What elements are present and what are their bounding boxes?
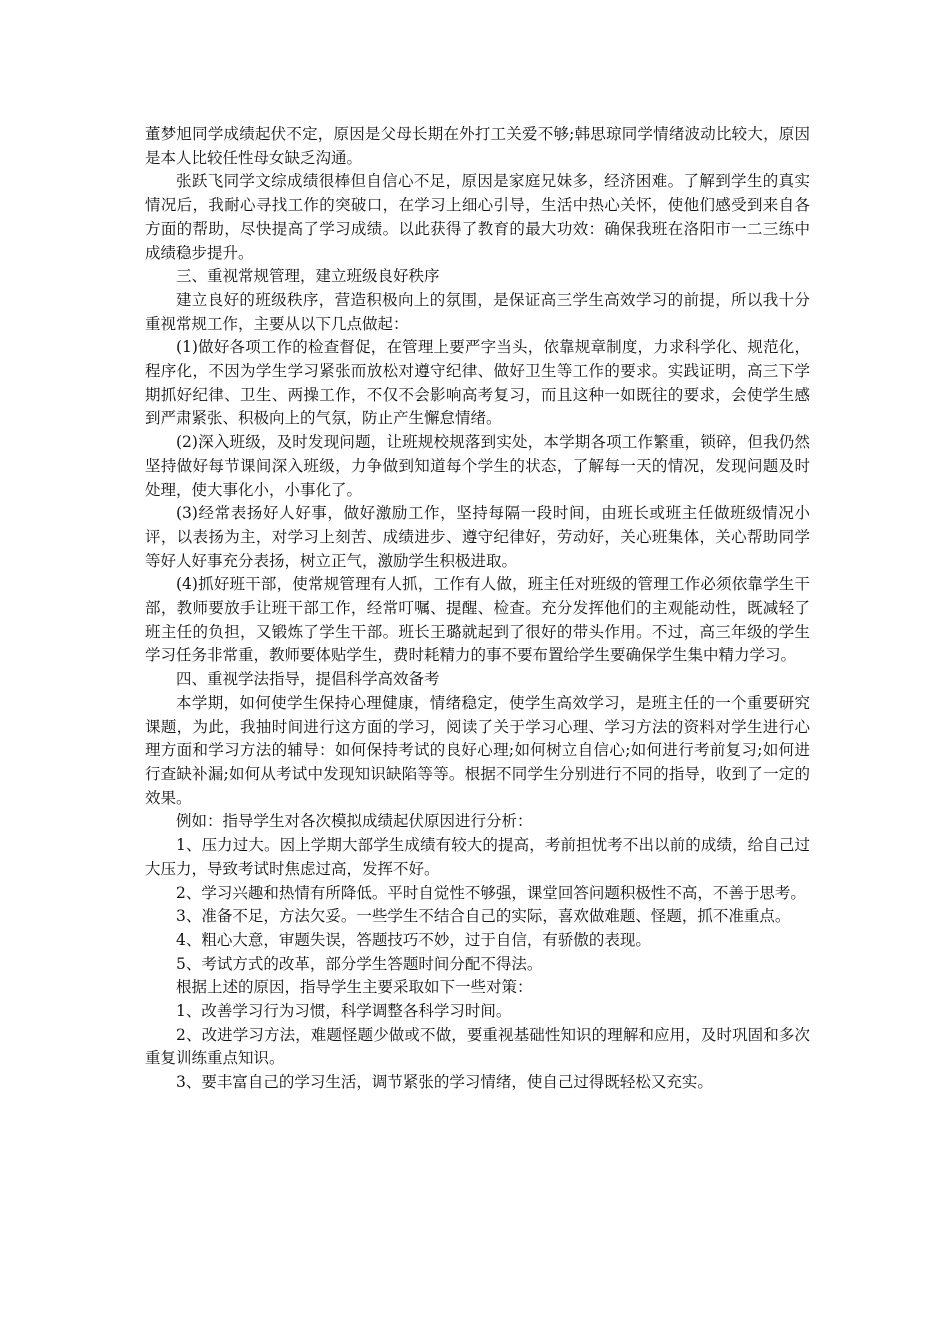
list-item: 2、改进学习方法，难题怪题少做或不做，要重视基础性知识的理解和应用，及时巩固和多次重复训练重点知识。 [145, 1025, 810, 1068]
list-item: 1、压力过大。因上学期大部学生成绩有较大的提高，考前担忧考不出以前的成绩，给自己过大压力，导致考试时焦虑过高，发挥不好。 [145, 836, 810, 878]
list-item: 3、要丰富自己的学习生活，调节紧张的学习情绪，使自己过得既轻松又充实。 [176, 1073, 713, 1092]
list-item: (1)做好各项工作的检查督促，在管理上要严字当头，依靠规章制度，力求科学化、规范化，程序化，不因为学生学习紧张而放松对遵守纪律、做好卫生等工作的要求。实践证明，高三下学期抓好纪律、卫生、两操工作，不仅不会影响高考复习，而且这种一如既往的要求，会使学生感到严肃紧张、积极向上的气氛，防止产生懈怠情绪。 [145, 338, 810, 428]
list-item: 1、改善学习行为习惯，科学调整各科学习时间。 [176, 1002, 512, 1021]
list-item: 4、粗心大意，审题失误，答题技巧不妙，过于自信，有骄傲的表现。 [176, 930, 651, 949]
list-item: 3、准备不足，方法欠妥。一些学生不结合自己的实际，喜欢做难题、怪题，抓不准重点。 [176, 907, 791, 926]
document-body [145, 123, 810, 1095]
paragraph: 张跃飞同学文综成绩很棒但自信心不足，原因是家庭兄妹多，经济困难。了解到学生的真实情况后，我耐心寻找工作的突破口，在学习上细心引导，生活中热心关怀，使他们感受到来自各方面的帮助，尽快提高了学习成绩。以此获得了教育的最大功效：确保我班在洛阳市一二三练中成绩稳步提升。 [145, 172, 810, 262]
list-item: (4)抓好班干部，使常规管理有人抓，工作有人做，班主任对班级的管理工作必须依靠学生干部，教师要放手让班干部工作，经常叮嘱、提醒、检查。充分发挥他们的主观能动性，既减轻了班主任的负担，又锻炼了学生干部。班长王璐就起到了很好的带头作用。不过，高三年级的学生学习任务非常重，教师要体贴学生，费时耗精力的事不要布置给学生要确保学生集中精力学习。 [145, 575, 810, 665]
paragraph: 根据上述的原因，指导学生主要采取如下一些对策： [176, 978, 533, 997]
section-heading-4: 四、重视学法指导，提倡科学高效备考 [176, 670, 440, 689]
list-item: 5、考试方式的改革，部分学生答题时间分配不得法。 [176, 954, 543, 973]
list-item: 2、学习兴趣和热情有所降低。平时自觉性不够强，课堂回答问题积极性不高，不善于思考。 [176, 883, 806, 902]
paragraph-continuation: 董梦旭同学成绩起伏不定，原因是父母长期在外打工关爱不够;韩思琼同学情绪波动比较大，原因是本人比较任性母女缺乏沟通。 [145, 125, 810, 167]
section-heading-3: 三、重视常规管理，建立班级良好秩序 [176, 267, 440, 286]
paragraph: 例如：指导学生对各次模拟成绩起伏原因进行分析： [176, 812, 533, 831]
list-item: (2)深入班级，及时发现问题，让班规校规落到实处，本学期各项工作繁重，锁碎，但我仍然坚持做好每节课间深入班级，力争做到知道每个学生的状态，了解每一天的情况，发现问题及时处理，使大事化小，小事化了。 [145, 433, 810, 499]
paragraph: 本学期，如何使学生保持心理健康，情绪稳定，使学生高效学习，是班主任的一个重要研究课题，为此，我抽时间进行这方面的学习，阅读了关于学习心理、学习方法的资料对学生进行心理方面和学习方法的辅导：如何保持考试的良好心理;如何树立自信心;如何进行考前复习;如何进行查缺补漏;如何从考试中发现知识缺陷等等。根据不同学生分别进行不同的指导，收到了一定的效果。 [145, 693, 810, 807]
list-item: (3)经常表扬好人好事，做好激励工作，坚持每隔一段时间，由班长或班主任做班级情况小评，以表扬为主，对学习上刻苦、成绩进步、遵守纪律好，劳动好，关心班集体，关心帮助同学等好人好事充分表扬，树立正气，激励学生积极进取。 [145, 504, 810, 570]
paragraph: 建立良好的班级秩序，营造积极向上的氛围，是保证高三学生高效学习的前提，所以我十分重视常规工作，主要从以下几点做起： [145, 290, 810, 333]
